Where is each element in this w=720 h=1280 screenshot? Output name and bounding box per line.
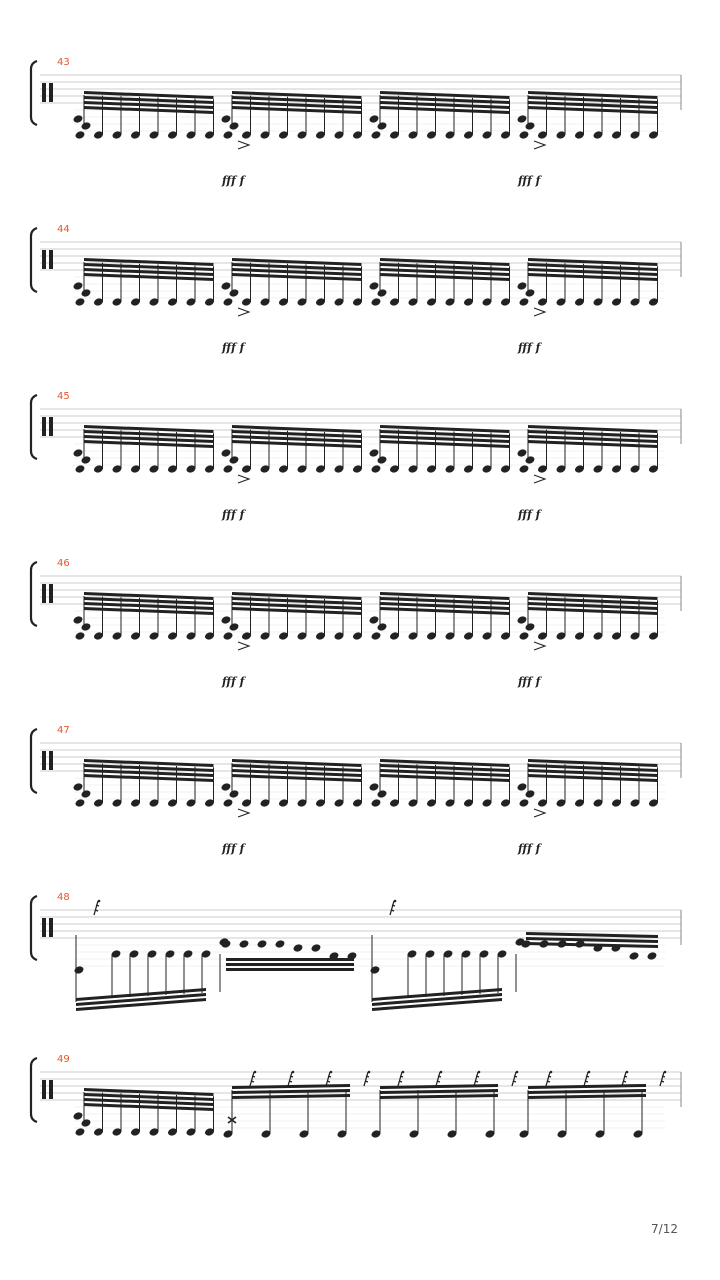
- dynamic-marking: fff f: [518, 675, 541, 688]
- notehead: [221, 114, 232, 124]
- rest-dot: [664, 1071, 667, 1074]
- notehead: [73, 281, 84, 291]
- notehead: [525, 789, 536, 799]
- notehead: [275, 939, 286, 949]
- rest-dot: [330, 1071, 333, 1074]
- percussion-clef-bar: [42, 250, 46, 269]
- measure-number: 47: [57, 725, 70, 736]
- notehead: [75, 464, 86, 474]
- system-bracket: [31, 61, 37, 125]
- rest-symbol: [94, 901, 99, 915]
- notehead: [239, 939, 250, 949]
- notehead: [517, 114, 528, 124]
- notehead: [519, 297, 530, 307]
- rest-dot: [516, 1071, 519, 1074]
- notehead: [81, 622, 92, 632]
- beam: [226, 958, 354, 961]
- measure-number: 46: [57, 558, 70, 569]
- notehead: [81, 288, 92, 298]
- notehead: [371, 631, 382, 641]
- system: [31, 725, 681, 855]
- notehead: [73, 1111, 84, 1121]
- notehead: [75, 1127, 86, 1137]
- notehead: [74, 965, 85, 975]
- measure-number: 44: [57, 224, 70, 235]
- notehead: [525, 455, 536, 465]
- notehead: [223, 798, 234, 808]
- system-bracket: [31, 896, 37, 960]
- notehead: [369, 782, 380, 792]
- notehead: [629, 951, 640, 961]
- accent-mark: [238, 308, 249, 316]
- percussion-clef-bar: [49, 584, 53, 603]
- dynamic-marking: fff f: [222, 508, 245, 521]
- system: [31, 391, 681, 521]
- system: [31, 892, 681, 1011]
- beam: [528, 1094, 646, 1099]
- rest-symbol: [390, 901, 395, 915]
- beam: [526, 942, 658, 948]
- percussion-clef-bar: [49, 250, 53, 269]
- system: [31, 224, 681, 354]
- accent-mark: [238, 141, 249, 149]
- percussion-clef-bar: [42, 918, 46, 937]
- notehead: [369, 281, 380, 291]
- notehead: [221, 281, 232, 291]
- notehead: [73, 782, 84, 792]
- notehead: [75, 297, 86, 307]
- dynamic-marking: fff f: [518, 341, 541, 354]
- measure-number: 48: [57, 892, 70, 903]
- rest-dot: [402, 1071, 405, 1074]
- notehead: [229, 455, 240, 465]
- rest-dot: [292, 1071, 295, 1074]
- accent-mark: [534, 141, 545, 149]
- rest-dot: [394, 900, 397, 903]
- notehead: [81, 789, 92, 799]
- notehead: [519, 798, 530, 808]
- notehead: [519, 631, 530, 641]
- system-bracket: [31, 395, 37, 459]
- rest-dot: [478, 1071, 481, 1074]
- notehead: [223, 130, 234, 140]
- accent-mark: [238, 642, 249, 650]
- notehead: [517, 782, 528, 792]
- notehead: [371, 297, 382, 307]
- notehead: [371, 464, 382, 474]
- percussion-clef-bar: [49, 751, 53, 770]
- notehead: [75, 130, 86, 140]
- notehead: [519, 130, 530, 140]
- notehead: [377, 455, 388, 465]
- measure-number: 43: [57, 57, 70, 68]
- notehead: [229, 121, 240, 131]
- beam: [226, 963, 354, 966]
- notehead: [377, 789, 388, 799]
- percussion-clef-bar: [42, 751, 46, 770]
- accent-mark: [534, 809, 545, 817]
- percussion-clef-bar: [49, 1080, 53, 1099]
- notehead: [75, 631, 86, 641]
- notehead: [525, 121, 536, 131]
- notehead: [369, 114, 380, 124]
- page-number: 7/12: [651, 1222, 678, 1236]
- beam: [232, 1094, 350, 1099]
- rest-dot: [368, 1071, 371, 1074]
- notehead: [293, 943, 304, 953]
- notehead: [221, 782, 232, 792]
- rest-dot: [254, 1071, 257, 1074]
- notehead: [223, 631, 234, 641]
- notehead: [519, 464, 530, 474]
- percussion-clef-bar: [49, 417, 53, 436]
- notehead: [517, 615, 528, 625]
- notehead: [377, 288, 388, 298]
- accent-mark: [534, 642, 545, 650]
- dynamic-marking: fff f: [518, 174, 541, 187]
- rest-dot: [550, 1071, 553, 1074]
- notehead: [370, 965, 381, 975]
- accent-mark: [534, 475, 545, 483]
- notehead: [73, 114, 84, 124]
- system: [31, 1054, 681, 1139]
- percussion-clef-bar: [49, 918, 53, 937]
- percussion-clef-bar: [42, 417, 46, 436]
- notehead: [311, 943, 322, 953]
- percussion-clef-bar: [49, 83, 53, 102]
- system-bracket: [31, 562, 37, 626]
- beam: [226, 968, 354, 971]
- beam: [380, 1094, 498, 1099]
- dynamic-marking: fff f: [222, 341, 245, 354]
- notehead: [257, 939, 268, 949]
- notehead: [371, 130, 382, 140]
- notehead: [229, 622, 240, 632]
- percussion-clef-bar: [42, 83, 46, 102]
- notehead: [221, 615, 232, 625]
- beam: [526, 932, 658, 938]
- notehead: [223, 297, 234, 307]
- dynamic-marking: fff f: [222, 842, 245, 855]
- accent-mark: [238, 475, 249, 483]
- notehead: [81, 121, 92, 131]
- notehead: [221, 448, 232, 458]
- accent-mark: [238, 809, 249, 817]
- system-bracket: [31, 729, 37, 793]
- measure-number: 45: [57, 391, 70, 402]
- notehead: [369, 615, 380, 625]
- system-bracket: [31, 228, 37, 292]
- dynamic-marking: fff f: [222, 675, 245, 688]
- system: [31, 57, 681, 187]
- notehead: [81, 455, 92, 465]
- notehead: [73, 448, 84, 458]
- measure-number: 49: [57, 1054, 70, 1065]
- notehead: [371, 798, 382, 808]
- percussion-clef-bar: [42, 1080, 46, 1099]
- dynamic-marking: fff f: [222, 174, 245, 187]
- notehead: [377, 622, 388, 632]
- percussion-clef-bar: [42, 584, 46, 603]
- notehead: [223, 464, 234, 474]
- notehead: [369, 448, 380, 458]
- rest-dot: [588, 1071, 591, 1074]
- notehead: [517, 448, 528, 458]
- rest-dot: [626, 1071, 629, 1074]
- notehead: [525, 622, 536, 632]
- notehead: [377, 121, 388, 131]
- notehead: [525, 288, 536, 298]
- system-bracket: [31, 1058, 37, 1122]
- rest-dot: [440, 1071, 443, 1074]
- rest-dot: [98, 900, 101, 903]
- notehead: [229, 288, 240, 298]
- notehead: [73, 615, 84, 625]
- notehead: [229, 789, 240, 799]
- notehead: [75, 798, 86, 808]
- system: [31, 558, 681, 688]
- notehead: [647, 951, 658, 961]
- notehead: [517, 281, 528, 291]
- accent-mark: [534, 308, 545, 316]
- notehead: [81, 1118, 92, 1128]
- dynamic-marking: fff f: [518, 508, 541, 521]
- dynamic-marking: fff f: [518, 842, 541, 855]
